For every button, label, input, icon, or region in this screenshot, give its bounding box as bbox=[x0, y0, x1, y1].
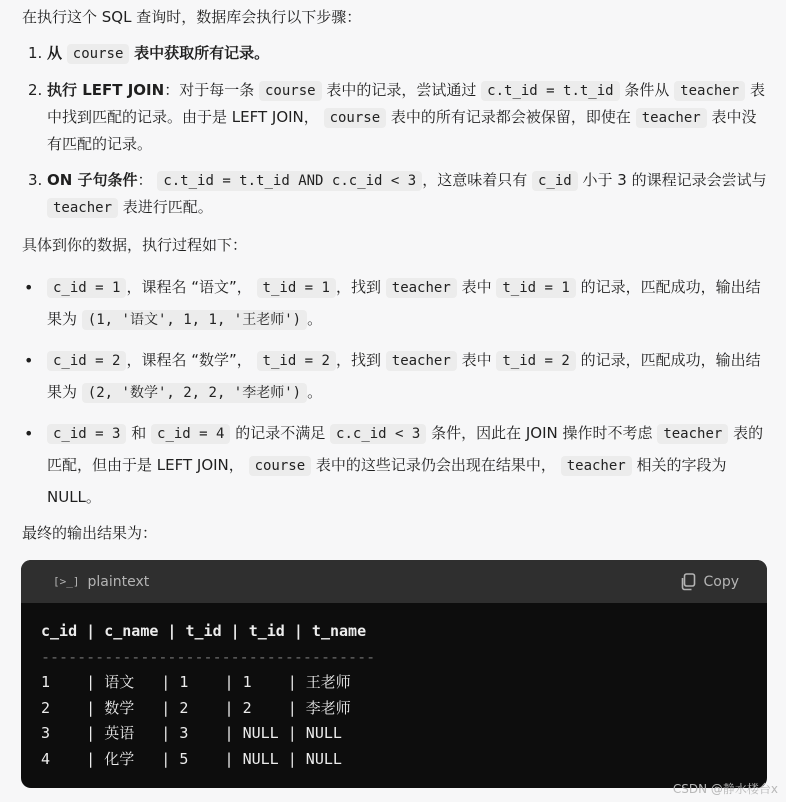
inline-code: c.c_id < 3 bbox=[330, 424, 426, 444]
inline-code: teacher bbox=[657, 424, 728, 444]
code-language-label: plaintext bbox=[87, 573, 150, 590]
bullet-text: 的记录，匹配成功，输出结果为 bbox=[47, 351, 761, 401]
explanation-heading: 具体到你的数据，执行过程如下： bbox=[22, 236, 248, 254]
step-item bbox=[22, 77, 768, 157]
bullet-text: 表中 bbox=[461, 278, 492, 296]
result-heading: 最终的输出结果为： bbox=[22, 524, 158, 542]
step-number: 3. bbox=[28, 171, 43, 189]
code-line: 2 | 数学 | 2 | 2 | 李老师 bbox=[41, 698, 351, 717]
code-line: c_id | c_name | t_id | t_id | t_name bbox=[41, 622, 367, 640]
inline-code: c_id = 4 bbox=[151, 424, 230, 444]
bullet-dot: • bbox=[24, 424, 34, 443]
bullet-text: 的记录，匹配成功，输出结果为 bbox=[47, 278, 761, 328]
inline-code: c_id = 1 bbox=[47, 278, 126, 298]
bullet-text: ，找到 bbox=[335, 278, 381, 296]
step-text: ： bbox=[137, 171, 153, 189]
inline-code: c_id bbox=[532, 171, 578, 191]
inline-code: teacher bbox=[636, 108, 707, 128]
steps-list bbox=[22, 40, 768, 231]
code-block-header bbox=[21, 560, 767, 603]
inline-code: c.t_id = t.t_id bbox=[481, 81, 619, 101]
code-line: 1 | 语文 | 1 | 1 | 王老师 bbox=[41, 673, 351, 691]
bullet-dot: • bbox=[24, 278, 34, 297]
step-text: ，这意味着只有 bbox=[422, 171, 528, 189]
code-line: 4 | 化学 | 5 | NULL | NULL bbox=[41, 749, 342, 768]
inline-code: course bbox=[67, 44, 130, 64]
step-item bbox=[22, 167, 768, 221]
step-item bbox=[22, 40, 768, 67]
bullet-item bbox=[22, 418, 768, 513]
inline-code: course bbox=[259, 81, 322, 101]
step-bold: ON 子句条件 bbox=[47, 171, 138, 189]
bullet-text: 的记录不满足 bbox=[235, 424, 326, 442]
bullet-text: 条件，因此在 JOIN 操作时不考虑 bbox=[431, 424, 653, 442]
step-number: 1. bbox=[28, 44, 43, 62]
bullet-list bbox=[22, 272, 768, 522]
bullet-text: 。 bbox=[307, 383, 323, 401]
watermark: CSDN @静水楼台x bbox=[672, 782, 778, 796]
step-text: 条件从 bbox=[624, 81, 670, 99]
copy-icon bbox=[680, 573, 696, 591]
step-bold: 从 bbox=[47, 44, 63, 62]
bullet-text: ，课程名 “语文”， bbox=[126, 278, 252, 296]
inline-code: (1, '语文', 1, 1, '王老师') bbox=[82, 310, 307, 330]
inline-code: teacher bbox=[674, 81, 745, 101]
step-text: 表中的记录，尝试通过 bbox=[326, 81, 477, 99]
inline-code: teacher bbox=[386, 351, 457, 371]
step-text: 小于 3 的课程记录会尝试与 bbox=[582, 171, 767, 189]
inline-code: course bbox=[324, 108, 387, 128]
inline-code: c_id = 2 bbox=[47, 351, 126, 371]
bullet-dot: • bbox=[24, 351, 34, 370]
inline-code: teacher bbox=[47, 198, 118, 218]
bullet-text: ，课程名 “数学”， bbox=[126, 351, 252, 369]
step-text: 表进行匹配。 bbox=[122, 198, 213, 216]
bullet-text: 和 bbox=[131, 424, 147, 442]
copy-label: Copy bbox=[703, 573, 739, 590]
inline-code: course bbox=[249, 456, 312, 476]
inline-code: t_id = 2 bbox=[257, 351, 336, 371]
bullet-text: 表中的这些记录仍会出现在结果中， bbox=[315, 456, 556, 474]
bullet-text: 表的匹配，但由于是 LEFT JOIN， bbox=[47, 424, 764, 474]
intro-text: 在执行这个 SQL 查询时，数据库会执行以下步骤： bbox=[22, 8, 362, 26]
bullet-text: 。 bbox=[307, 310, 323, 328]
inline-code: teacher bbox=[386, 278, 457, 298]
bullet-item bbox=[22, 345, 768, 409]
inline-code: t_id = 1 bbox=[496, 278, 575, 298]
inline-code: teacher bbox=[561, 456, 632, 476]
inline-code: (2, '数学', 2, 2, '李老师') bbox=[82, 383, 307, 403]
code-line: 3 | 英语 | 3 | NULL | NULL bbox=[41, 724, 342, 742]
bullet-text: 相关的字段为 NULL。 bbox=[47, 456, 727, 506]
bullet-item bbox=[22, 272, 768, 336]
terminal-icon: [>_] bbox=[53, 575, 80, 588]
step-number: 2. bbox=[28, 81, 43, 99]
step-bold: 表中获取所有记录。 bbox=[134, 44, 270, 62]
step-text: ：对于每一条 bbox=[164, 81, 255, 99]
code-block bbox=[21, 560, 767, 788]
inline-code: t_id = 2 bbox=[496, 351, 575, 371]
code-line: ------------------------------------- bbox=[41, 647, 376, 666]
step-text: 表中没有匹配的记录。 bbox=[47, 108, 757, 153]
inline-code: c_id = 3 bbox=[47, 424, 126, 444]
copy-button[interactable] bbox=[680, 573, 739, 591]
code-content[interactable] bbox=[21, 603, 767, 772]
inline-code: c.t_id = t.t_id AND c.c_id < 3 bbox=[157, 171, 422, 191]
inline-code: t_id = 1 bbox=[257, 278, 336, 298]
bullet-text: ，找到 bbox=[335, 351, 381, 369]
step-text: 表中的所有记录都会被保留，即使在 bbox=[390, 108, 631, 126]
step-bold: 执行 LEFT JOIN bbox=[47, 81, 165, 99]
step-text: 表中找到匹配的记录。由于是 LEFT JOIN， bbox=[47, 81, 765, 126]
bullet-text: 表中 bbox=[461, 351, 492, 369]
code-language bbox=[53, 574, 149, 590]
